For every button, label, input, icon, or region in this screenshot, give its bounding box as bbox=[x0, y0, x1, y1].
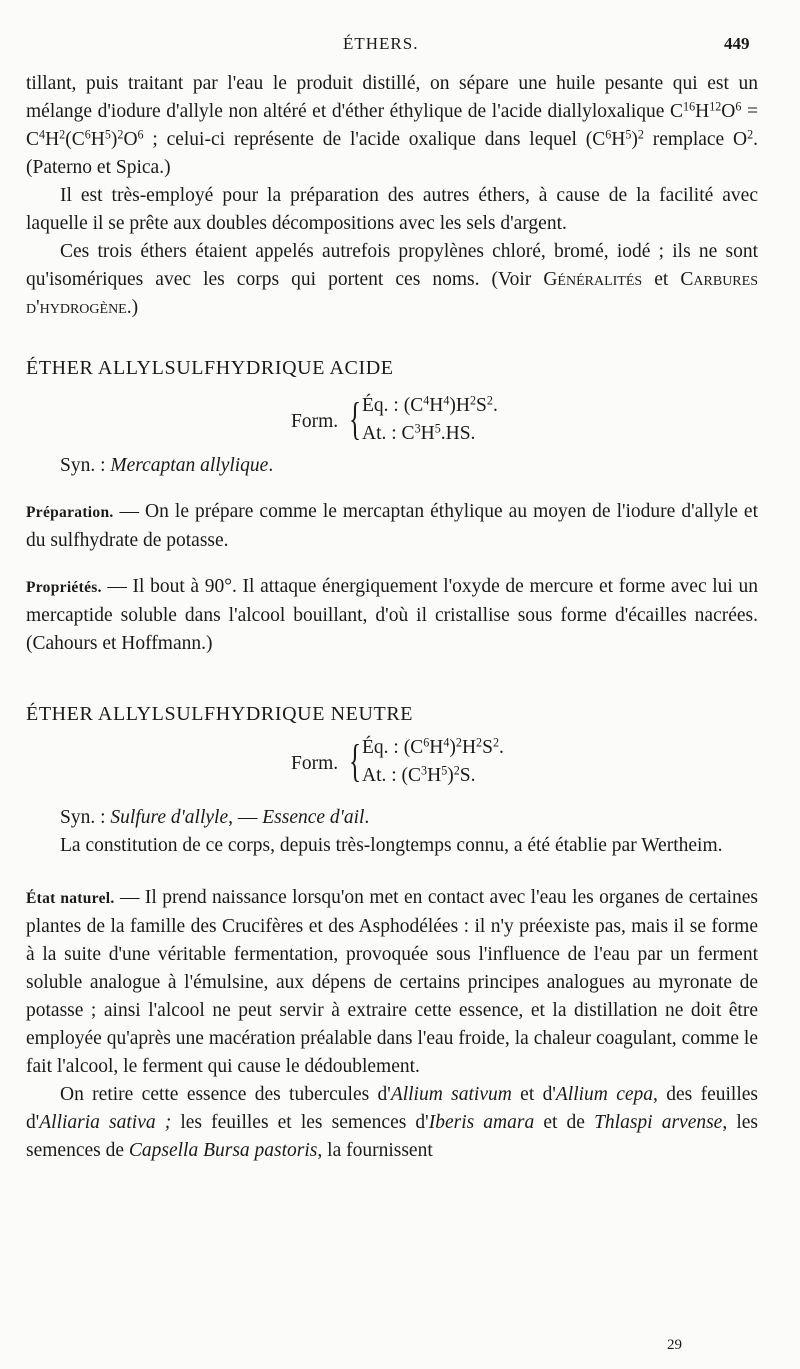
formula-label: Form. bbox=[291, 753, 339, 774]
paragraph-preparation: Préparation. — On le prépare comme le mercaptan éthylique au moyen de l'iodure d'allyle et du sulfhydrate de potasse. bbox=[26, 501, 758, 551]
body-text bbox=[26, 70, 758, 1165]
formula-atomic: At. : $(C^3H^5)^2S$. bbox=[362, 763, 476, 786]
brace-glyph: { bbox=[349, 393, 362, 444]
formula-block-neutral bbox=[26, 732, 758, 794]
paragraph-properties: Propriétés. — Il bout à 90°. Il attaque énergiquement l'oxyde de mercure et forme avec lui un mercaptide soluble dans l'alcool bouillant, d'où il cristallise sous forme d'écailles nacrées. (Cahours et Hoffmann.) bbox=[26, 576, 758, 654]
paragraph-natural-state: État naturel. — Il prend naissance lorsqu'on met en contact avec l'eau les organes de certaines plantes de la famille des Crucifères et des Asphodélées : il n'y préexiste pas, mais il se forme à la suite d'une véritable fermentation, provoquée sous l'influence de l'eau par un ferment soluble analogue à l'émulsine, aux dépens de certains principes analogues au myronate de potasse ; ainsi l'alcool ne peut servir à extraire cette essence, et la distillation ne doit être employée qu'après une macération préalable dans l'eau froide, la chaleur coagulant, comme le fait l'alcool, le ferment qui cause le dédoublement. bbox=[26, 887, 758, 1077]
page-number: 449 bbox=[724, 34, 750, 53]
paragraph-constitution: La constitution de ce corps, depuis très-longtemps connu, a été établie par Wertheim. bbox=[60, 835, 723, 856]
paragraph-usage: Il est très-employé pour la préparation des autres éthers, à cause de la facilité avec laquelle il se prête aux doubles décompositions avec les sels d'argent. bbox=[26, 185, 758, 234]
formula-equivalent: Éq. : $(C^6H^4)^2H^2S^2$. bbox=[362, 735, 504, 758]
paragraph-continuation: tillant, puis traitant par l'eau le produit distillé, on sépare une huile pesante qui est un mélange d'iodure d'allyle non altéré et d'éther éthylique de l'acide diallyloxalique $C^{16}H^{12}O^6 = C^4H^2(C^6H^5)^2O^6$ ; celui-ci représente de l'acide oxalique dans lequel $(C^6H^5)^2$ remplace $O^2$. (Paterno et Spica.) bbox=[26, 73, 759, 178]
section-heading-neutral: ÉTHER ALLYLSULFHYDRIQUE NEUTRE bbox=[26, 703, 414, 725]
running-title: ÉTHERS. bbox=[343, 34, 419, 53]
paragraph-sources: On retire cette essence des tubercules d'Allium sativum et d'Allium cepa, des feuilles d'Alliaria sativa ; les feuilles et les semences d'Iberis amara et de Thlaspi arvense, les semences de Capsella Bursa pastoris, la fournissent bbox=[26, 1084, 759, 1161]
formula-atomic: At. : $C^3H^5.HS$. bbox=[362, 421, 476, 444]
formula-block-acid bbox=[26, 390, 758, 452]
paragraph-isomers: Ces trois éthers étaient appelés autrefois propylènes chloré, bromé, iodé ; ils ne sont qu'isomériques avec les corps qui portent ces noms. (Voir Généralités et Carbures d'hydrogène.) bbox=[26, 241, 758, 318]
formula-label: Form. bbox=[291, 411, 339, 432]
formula-equivalent: Éq. : $(C^4H^4)H^2S^2$. bbox=[362, 393, 498, 416]
brace-glyph: { bbox=[349, 735, 362, 786]
running-header bbox=[0, 34, 800, 62]
section-heading-acid: ÉTHER ALLYLSULFHYDRIQUE ACIDE bbox=[26, 357, 394, 379]
signature-mark: 29 bbox=[667, 1337, 682, 1353]
synonym-line-acid: Syn. : Mercaptan allylique. bbox=[60, 455, 274, 476]
synonym-line-neutral: Syn. : Sulfure d'allyle, — Essence d'ail. bbox=[60, 807, 370, 828]
